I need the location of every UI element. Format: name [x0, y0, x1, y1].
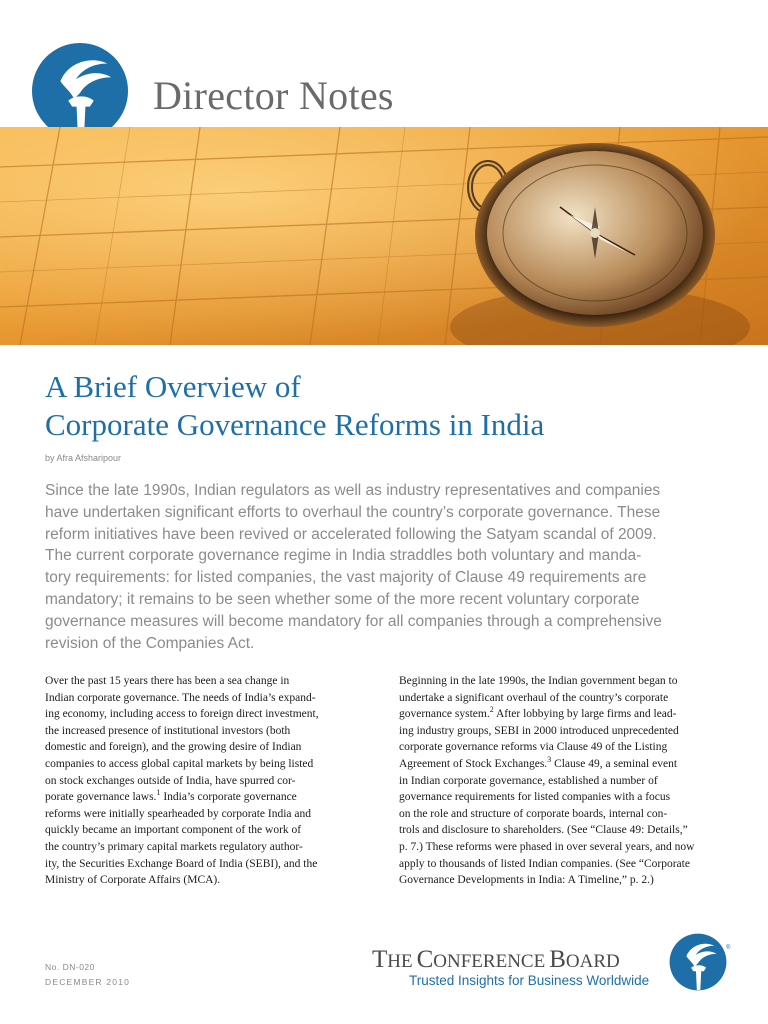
- body-line: the increased presence of institutional investors (both: [45, 724, 291, 737]
- body-text: Clause 49, a seminal event: [551, 757, 678, 770]
- body-line: on stock exchanges outside of India, have spurred cor-: [45, 774, 296, 787]
- series-title: Director Notes: [153, 73, 394, 118]
- publication-date: DECEMBER 2010: [45, 977, 131, 987]
- lede-paragraph: [45, 480, 735, 654]
- lede-line: The current corporate governance regime in India straddles both voluntary and manda-: [45, 547, 642, 565]
- footnote-ref-2[interactable]: 2: [489, 705, 494, 715]
- body-line: Ministry of Corporate Affairs (MCA).: [45, 874, 221, 887]
- body-line: Beginning in the late 1990s, the Indian government began to: [399, 675, 678, 687]
- brand-letters: OARD: [565, 951, 620, 972]
- compass-map-banner: [0, 127, 768, 345]
- brand-wordmark: [372, 946, 620, 974]
- body-column-2: [399, 673, 729, 889]
- brand-letters: ONFERENCE: [433, 951, 546, 972]
- lede-line: revision of the Companies Act.: [45, 634, 255, 652]
- byline: by Afra Afsharipour: [45, 453, 122, 463]
- lede-line: reform initiatives have been revived or accelerated following the Satyam scandal of 2009.: [45, 525, 657, 543]
- footnote-ref-1[interactable]: 1: [156, 788, 161, 798]
- body-line: trols and disclosure to shareholders. (See “Clause 49: Details,”: [399, 824, 688, 837]
- footnote-ref-3[interactable]: 3: [547, 755, 552, 765]
- body-line: quickly became an important component of the work of: [45, 824, 302, 837]
- body-line: undertake a significant overhaul of the country’s corporate: [399, 691, 669, 704]
- brand-letter: B: [549, 946, 566, 973]
- body-line: ity, the Securities Exchange Board of India (SEBI), and the: [45, 857, 318, 870]
- body-line: corporate governance reforms via Clause 49 of the Listing: [399, 741, 668, 754]
- conference-board-logo-icon: [669, 933, 727, 991]
- body-column-1: [45, 673, 375, 889]
- body-line: on the role and structure of corporate boards, internal con-: [399, 807, 668, 820]
- brand-letter: T: [372, 946, 388, 973]
- body-line: Over the past 15 years there has been a sea change in: [45, 675, 290, 687]
- brand-letter: C: [416, 946, 434, 973]
- body-line: Indian corporate governance. The needs of India’s expand-: [45, 691, 316, 704]
- body-line: [399, 756, 729, 773]
- document-number: No. DN-020: [45, 962, 95, 972]
- body-text: Agreement of Stock Exchanges.: [399, 757, 548, 770]
- body-line: ing industry groups, SEBI in 2000 introduced unprecedented: [399, 724, 679, 737]
- body-line: ing economy, including access to foreign direct investment,: [45, 708, 319, 721]
- body-line: [45, 789, 375, 806]
- brand-letters: HE: [387, 951, 413, 972]
- body-line: in Indian corporate governance, established a number of: [399, 774, 658, 787]
- body-line: companies to access global capital markets by being listed: [45, 757, 314, 770]
- lede-line: mandatory; it remains to be seen whether some of the more recent voluntary corporate: [45, 590, 640, 608]
- lede-line: governance measures will become mandatory for all companies through a comprehensive: [45, 612, 662, 630]
- article-title: [45, 368, 745, 444]
- body-line: [399, 706, 729, 723]
- lede-line: have undertaken significant efforts to overhaul the country’s corporate governance. These: [45, 503, 661, 521]
- lede-line: Since the late 1990s, Indian regulators as well as industry representatives and companies: [45, 482, 661, 499]
- registered-mark: ®: [726, 945, 731, 951]
- title-line-2: Corporate Governance Reforms in India: [45, 407, 545, 442]
- body-text: India’s corporate governance: [160, 791, 297, 804]
- body-line: Governance Developments in India: A Timeline,” p. 2.): [399, 874, 654, 887]
- body-line: governance requirements for listed companies with a focus: [399, 791, 671, 804]
- body-line: p. 7.) These reforms were phased in over several years, and now: [399, 840, 695, 853]
- body-line: reforms were initially spearheaded by corporate India and: [45, 807, 311, 820]
- brand-tagline: Trusted Insights for Business Worldwide: [409, 973, 650, 988]
- body-line: the country’s primary capital markets regulatory author-: [45, 840, 303, 853]
- conference-board-logo-icon: [31, 42, 129, 140]
- body-text: governance system.: [399, 708, 490, 721]
- body-text: porate governance laws.: [45, 791, 157, 804]
- body-text: After lobbying by large firms and lead-: [493, 708, 677, 721]
- title-line-1: A Brief Overview of: [45, 369, 301, 404]
- body-line: apply to thousands of listed Indian companies. (See “Corporate: [399, 857, 690, 870]
- lede-line: tory requirements: for listed companies, the vast majority of Clause 49 requirements are: [45, 569, 647, 587]
- body-line: domestic and foreign), and the growing desire of Indian: [45, 741, 302, 754]
